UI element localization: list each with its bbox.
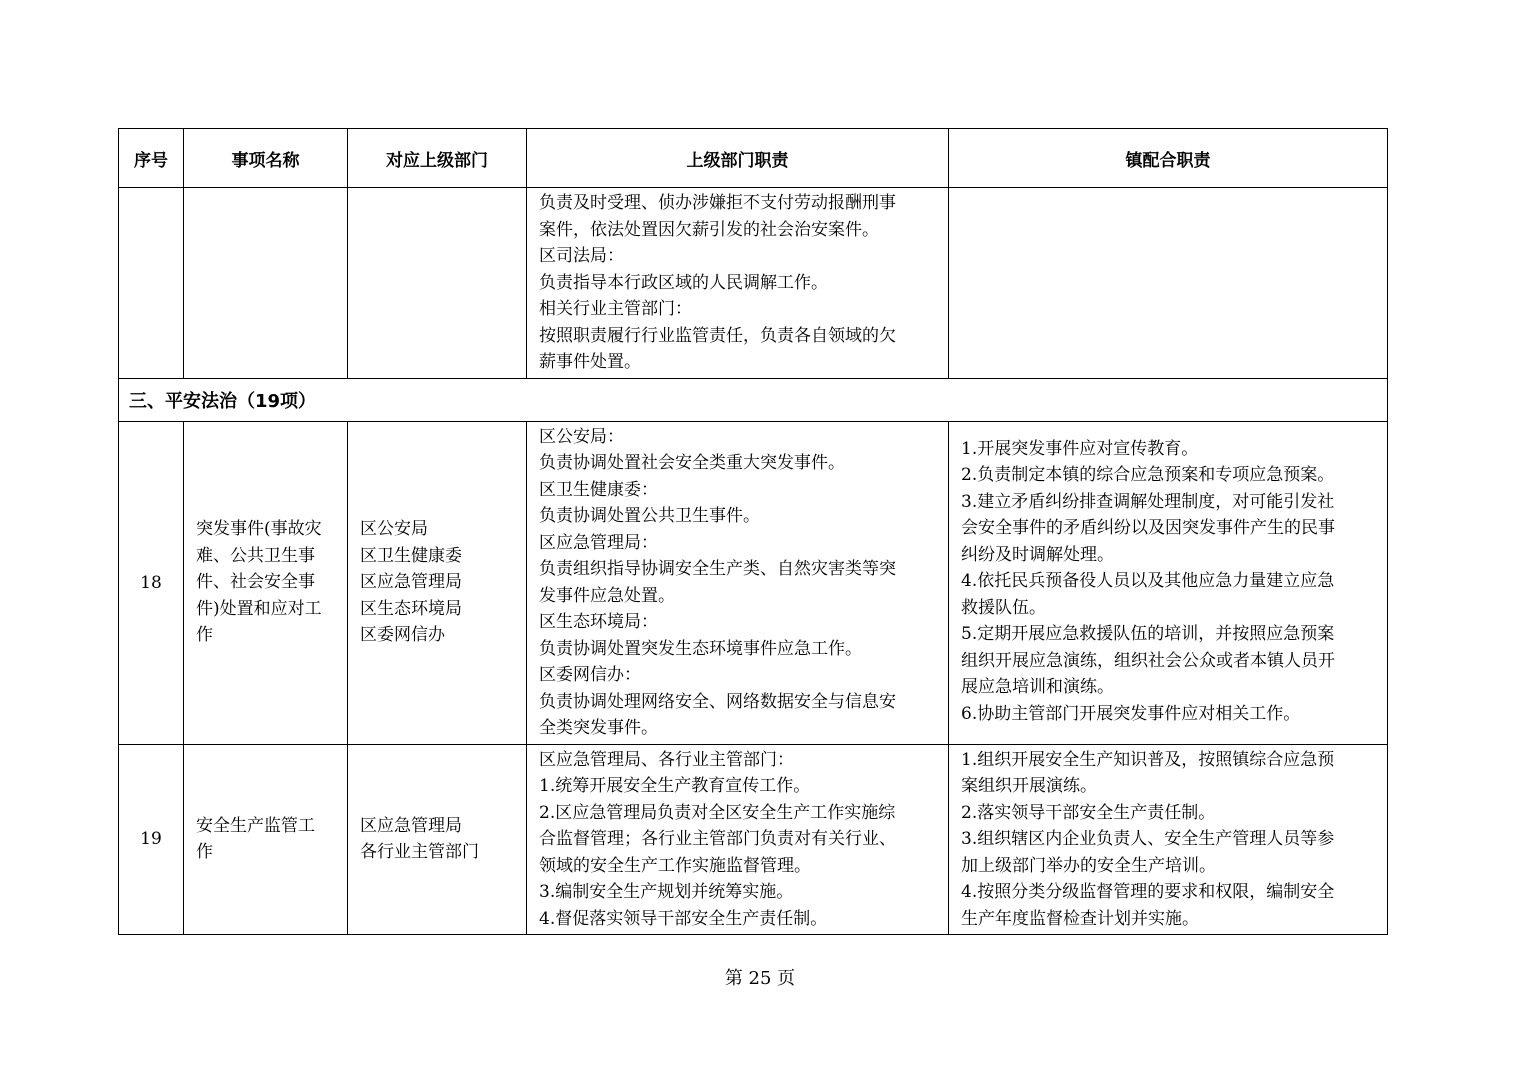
text-line: 负责协调处置突发生态环境事件应急工作。 bbox=[539, 638, 862, 659]
text-line: 区应急管理局 bbox=[360, 572, 462, 593]
header-upper-duties: 上级部门职责 bbox=[527, 129, 949, 188]
header-seq: 序号 bbox=[119, 129, 184, 188]
text-line: 相关行业主管部门： bbox=[539, 299, 692, 319]
header-row bbox=[119, 129, 1388, 188]
text-line: 件)处置和应对工 bbox=[196, 598, 322, 619]
text-line: 4.按照分类分级监督管理的要求和权限，编制安全 bbox=[961, 882, 1335, 902]
cont-name-cell bbox=[184, 188, 348, 379]
upper-dept-cell bbox=[348, 744, 527, 935]
text-line: 合监督管理；各行业主管部门负责对有关行业、 bbox=[539, 829, 896, 849]
line-list bbox=[527, 188, 948, 378]
text-line: 各行业主管部门 bbox=[360, 842, 479, 863]
text-line: 1.统筹开展安全生产教育宣传工作。 bbox=[539, 776, 811, 796]
text-line: 4.依托民兵预备役人员以及其他应急力量建立应急 bbox=[961, 571, 1335, 591]
table-row-19 bbox=[119, 744, 1388, 935]
text-line: 纠纷及时调解处理。 bbox=[961, 544, 1114, 565]
row-number: 19 bbox=[119, 744, 184, 935]
text-line: 案组织开展演练。 bbox=[961, 776, 1097, 796]
line-list bbox=[348, 516, 526, 649]
text-line: 突发事件(事故灾 bbox=[196, 519, 322, 540]
text-line: 区生态环境局： bbox=[539, 612, 658, 632]
cont-seq-cell bbox=[119, 188, 184, 379]
text-line: 负责指导本行政区域的人民调解工作。 bbox=[539, 272, 828, 293]
text-line: 3.建立矛盾纠纷排查调解处理制度，对可能引发社 bbox=[961, 491, 1335, 512]
text-line: 生产年度监督检查计划并实施。 bbox=[961, 908, 1199, 929]
line-list bbox=[949, 745, 1387, 935]
text-line: 区生态环境局 bbox=[360, 598, 462, 619]
line-list bbox=[527, 422, 948, 744]
text-line: 案件，依法处置因欠薪引发的社会治安案件。 bbox=[539, 219, 879, 240]
text-line: 区卫生健康委： bbox=[539, 479, 658, 500]
text-line: 加上级部门举办的安全生产培训。 bbox=[961, 855, 1216, 876]
text-line: 2.区应急管理局负责对全区安全生产工作实施综 bbox=[539, 802, 896, 823]
text-line: 件、社会安全事 bbox=[196, 572, 315, 593]
text-line: 4.督促落实领导干部安全生产责任制。 bbox=[539, 908, 828, 929]
text-line: 2.负责制定本镇的综合应急预案和专项应急预案。 bbox=[961, 465, 1335, 485]
text-line: 区委网信办： bbox=[539, 665, 641, 685]
text-line: 3.组织辖区内企业负责人、安全生产管理人员等参 bbox=[961, 829, 1335, 849]
text-line: 1.开展突发事件应对宣传教育。 bbox=[961, 438, 1199, 459]
item-name-cell bbox=[184, 421, 348, 744]
section-title: 三、平安法治（19项） bbox=[119, 378, 1388, 421]
cont-dept-cell bbox=[348, 188, 527, 379]
text-line: 全类突发事件。 bbox=[539, 718, 658, 738]
text-line: 展应急培训和演练。 bbox=[961, 677, 1114, 697]
page-number: 第 25 页 bbox=[724, 968, 796, 989]
line-list bbox=[527, 745, 948, 935]
text-line: 负责协调处置社会安全类重大突发事件。 bbox=[539, 453, 845, 473]
text-line: 3.编制安全生产规划并统筹实施。 bbox=[539, 882, 794, 902]
text-line: 区卫生健康委 bbox=[360, 545, 462, 566]
text-line: 区应急管理局 bbox=[360, 815, 462, 836]
text-line: 会安全事件的矛盾纠纷以及因突发事件产生的民事 bbox=[961, 518, 1335, 538]
item-name-cell bbox=[184, 744, 348, 935]
text-line: 作 bbox=[196, 625, 213, 646]
text-line: 1.组织开展安全生产知识普及，按照镇综合应急预 bbox=[961, 749, 1335, 770]
header-upper-dept: 对应上级部门 bbox=[348, 129, 527, 188]
upper-dept-cell bbox=[348, 421, 527, 744]
cont-upper-duties-cell bbox=[527, 188, 949, 379]
text-line: 区公安局： bbox=[539, 426, 624, 447]
text-line: 组织开展应急演练，组织社会公众或者本镇人员开 bbox=[961, 650, 1335, 671]
text-line: 安全生产监管工 bbox=[196, 815, 315, 836]
town-duties-cell bbox=[949, 421, 1388, 744]
line-list bbox=[949, 422, 1387, 730]
text-line: 区司法局： bbox=[539, 246, 624, 266]
text-line: 5.定期开展应急救援队伍的培训，并按照应急预案 bbox=[961, 624, 1335, 644]
upper-duties-cell bbox=[527, 421, 949, 744]
line-list bbox=[184, 516, 347, 649]
line-list bbox=[348, 813, 526, 866]
text-line: 救援队伍。 bbox=[961, 597, 1046, 618]
responsibility-table bbox=[118, 128, 1388, 935]
text-line: 薪事件处置。 bbox=[539, 352, 641, 372]
header-item-name: 事项名称 bbox=[184, 129, 348, 188]
text-line: 区应急管理局、各行业主管部门： bbox=[539, 749, 794, 770]
text-line: 难、公共卫生事 bbox=[196, 545, 315, 566]
town-duties-cell bbox=[949, 744, 1388, 935]
header-town-duties: 镇配合职责 bbox=[949, 129, 1388, 188]
line-list bbox=[184, 813, 347, 866]
text-line: 负责协调处置公共卫生事件。 bbox=[539, 506, 760, 526]
table-row-18 bbox=[119, 421, 1388, 744]
text-line: 负责及时受理、侦办涉嫌拒不支付劳动报酬刑事 bbox=[539, 193, 896, 213]
text-line: 作 bbox=[196, 842, 213, 863]
text-line: 区应急管理局： bbox=[539, 532, 658, 553]
text-line: 区委网信办 bbox=[360, 625, 445, 646]
text-line: 领域的安全生产工作实施监督管理。 bbox=[539, 855, 811, 876]
text-line: 6.协助主管部门开展突发事件应对相关工作。 bbox=[961, 703, 1301, 724]
text-line: 2.落实领导干部安全生产责任制。 bbox=[961, 802, 1216, 823]
cont-town-duties-cell bbox=[949, 188, 1388, 379]
upper-duties-cell bbox=[527, 744, 949, 935]
text-line: 区公安局 bbox=[360, 519, 428, 540]
text-line: 负责组织指导协调安全生产类、自然灾害类等突 bbox=[539, 559, 896, 579]
table-row-continued bbox=[119, 188, 1388, 379]
text-line: 发事件应急处置。 bbox=[539, 585, 675, 606]
text-line: 负责协调处理网络安全、网络数据安全与信息安 bbox=[539, 691, 896, 712]
row-number: 18 bbox=[119, 421, 184, 744]
section-row bbox=[119, 378, 1388, 421]
text-line: 按照职责履行行业监管责任，负责各自领域的欠 bbox=[539, 325, 896, 346]
